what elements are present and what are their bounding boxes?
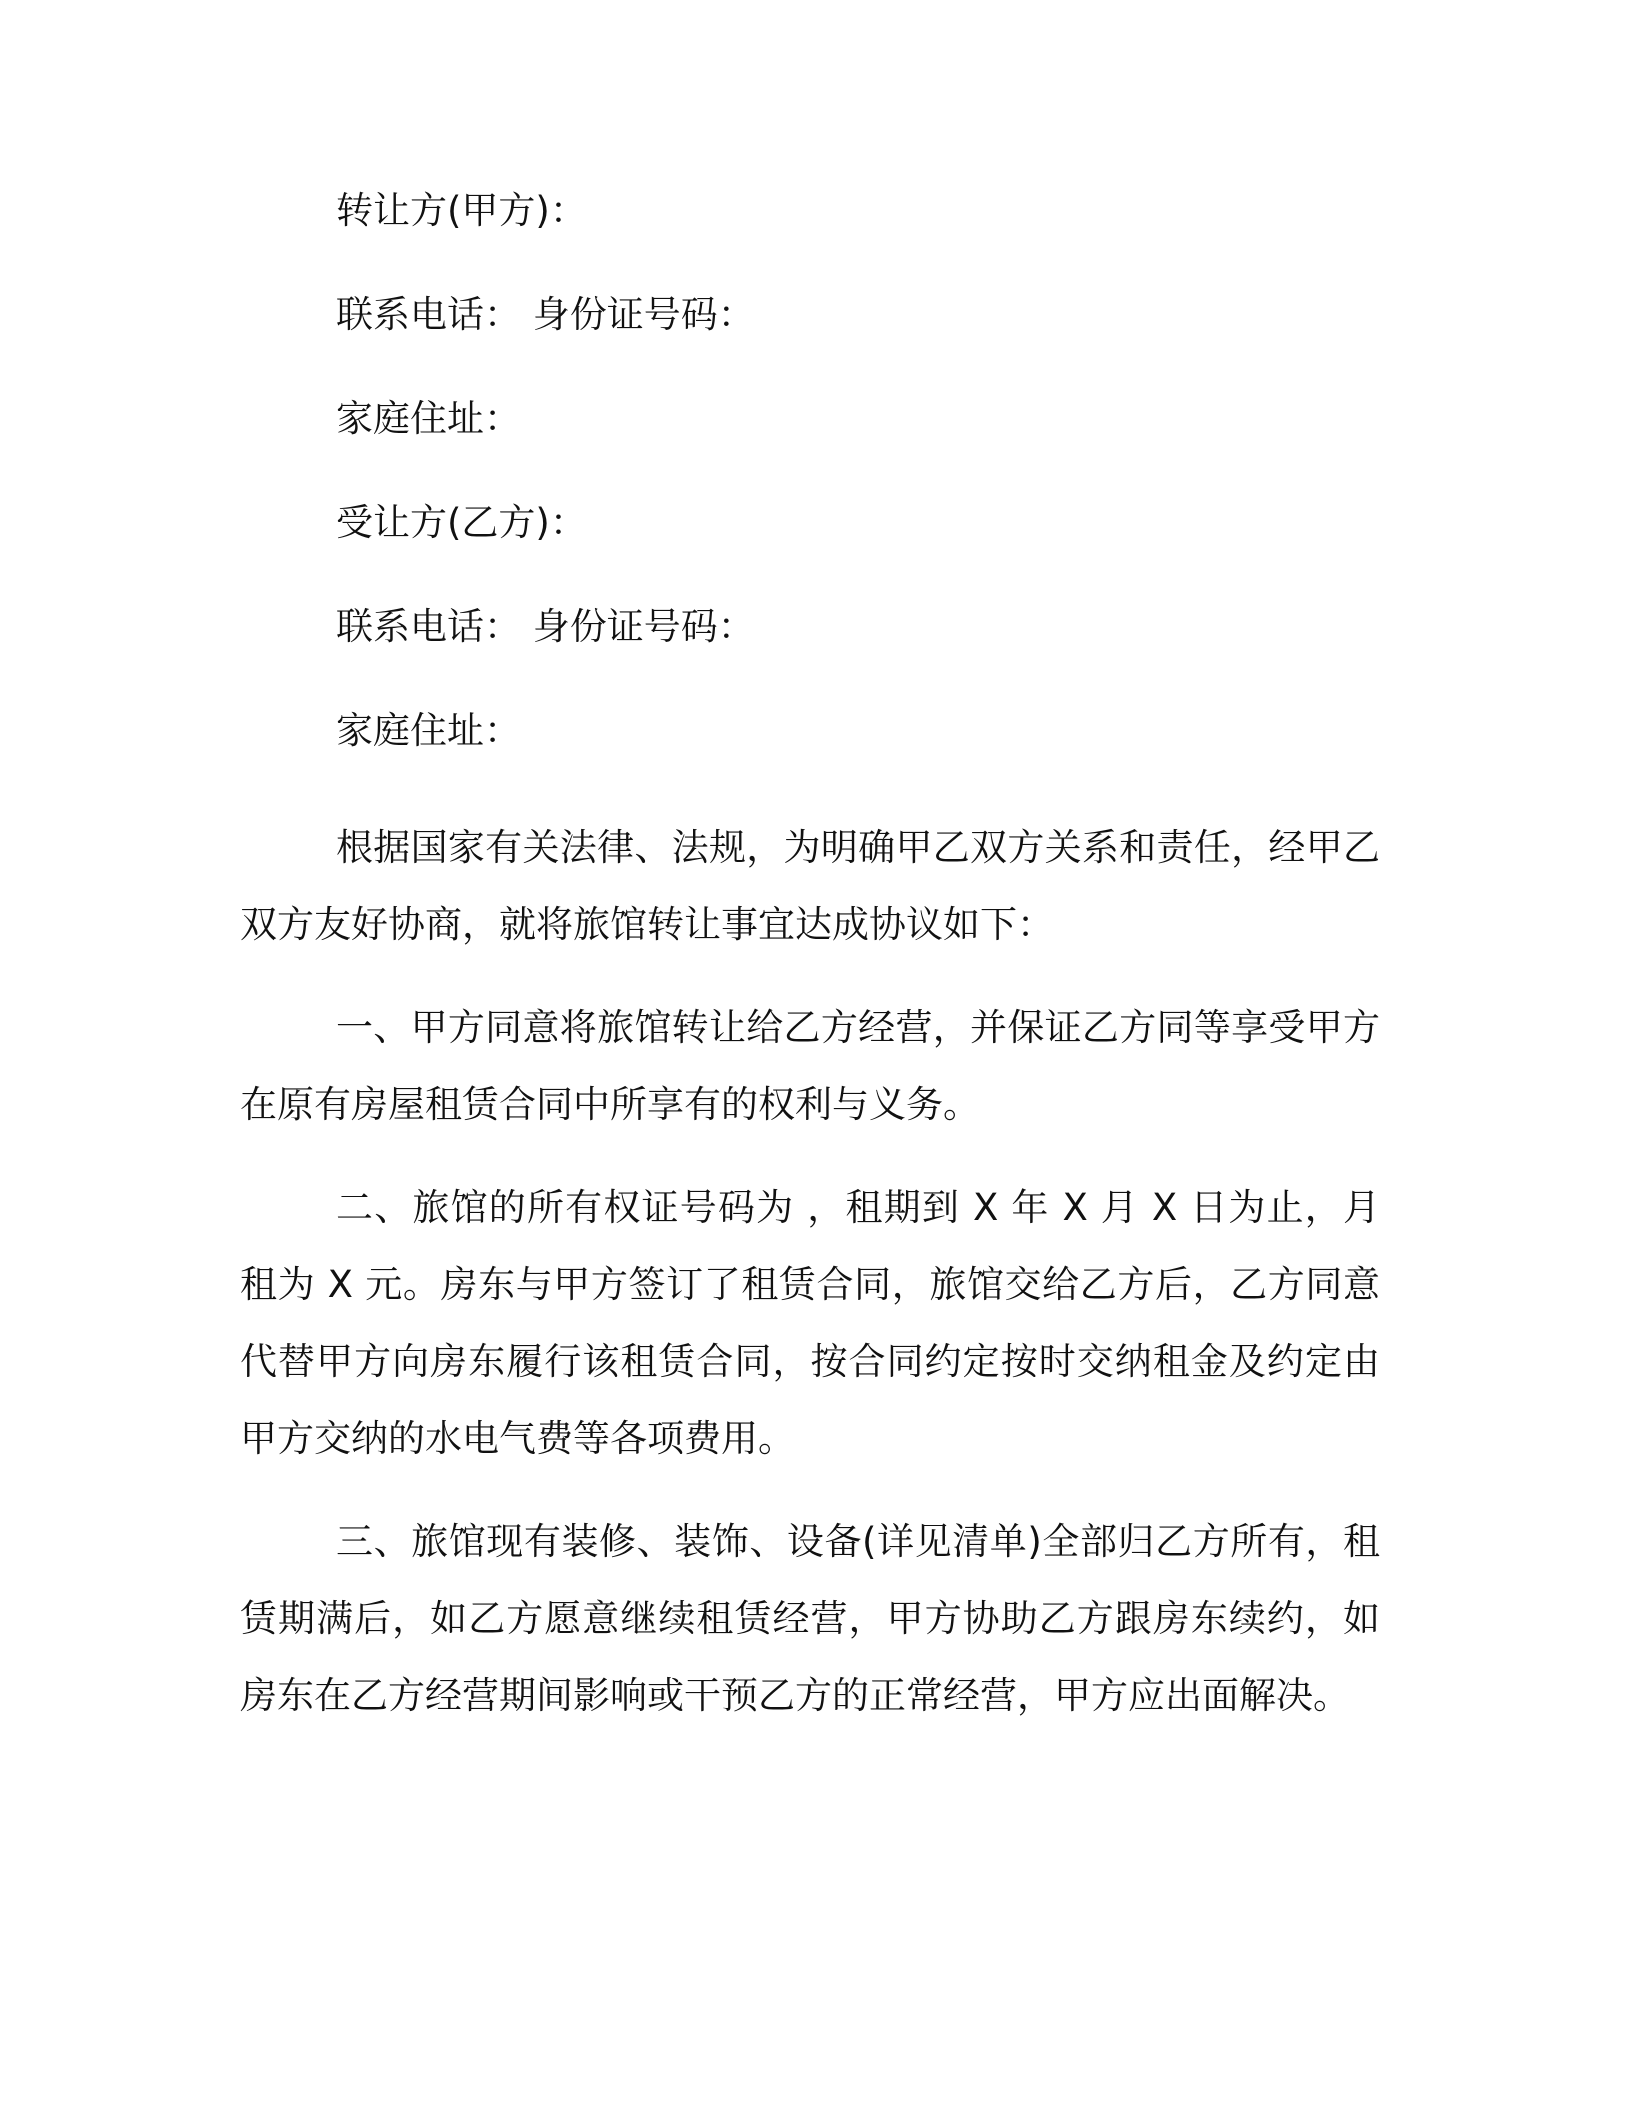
transferee-address-field: 家庭住址： (336, 709, 521, 752)
clause-2-paragraph: 二、旅馆的所有权证号码为 ，租期到 X 年 X 月 X 日为止，月租为 X 元。房东与甲方签订了租赁合同，旅馆交给乙方后，乙方同意代替甲方向房东履行该租赁合同，按合同约定按时交纳租金及约定由甲方交纳的水电气费等各项费用。 (240, 1186, 1380, 1460)
document-body (240, 185, 1380, 1760)
transferee-phone-id-field: 联系电话： 身份证号码： (336, 605, 755, 648)
transferor-phone-id-field: 联系电话： 身份证号码： (336, 293, 755, 336)
intro-paragraph: 根据国家有关法律、法规，为明确甲乙双方关系和责任，经甲乙双方友好协商，就将旅馆转让事宜达成协议如下： (240, 826, 1380, 946)
clause-3-paragraph: 三、旅馆现有装修、装饰、设备(详见清单)全部归乙方所有，租赁期满后，如乙方愿意继续租赁经营，甲方协助乙方跟房东续约，如房东在乙方经营期间影响或干预乙方的正常经营，甲方应出面解决。 (240, 1520, 1380, 1717)
transferor-address-field: 家庭住址： (336, 397, 521, 440)
clause-1-paragraph: 一、甲方同意将旅馆转让给乙方经营，并保证乙方同等享受甲方在原有房屋租赁合同中所享有的权利与义务。 (240, 1006, 1380, 1126)
transferor-name-field: 转让方(甲方)： (336, 189, 587, 232)
transferee-name-field: 受让方(乙方)： (336, 501, 587, 544)
